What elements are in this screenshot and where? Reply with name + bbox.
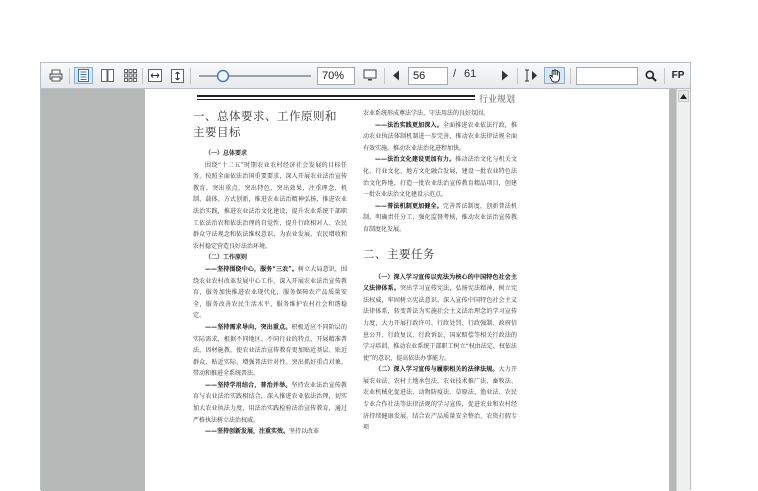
paragraph: 围绕“十二五”时期农业农村经济社会发展的目标任务，按照全面依法治国重要要求，深入开展农业法治宣传教育，突出重点，突出特色，突出效果，注重理念、机制、载体、方式创新，推进农业法治精神弘扬，推进农业法治实践，推进农业法治文化建设，提升农业系统干部职工依法治农和依法治理的自觉性，提升行政相对人、农民群众守法观念和依法维权意识，为农业发展、农民增收和农村稳定营造良好法治环境。 xyxy=(193,161,347,250)
zoom-input[interactable]: 70% xyxy=(317,67,355,85)
hand-icon xyxy=(548,69,562,83)
page-number-input[interactable]: 56 xyxy=(408,67,448,85)
paragraph-lead: ——坚持学用结合，普治并举。 xyxy=(205,381,292,389)
fit-width-icon xyxy=(148,69,162,82)
fit-width-button[interactable] xyxy=(146,67,164,84)
search-button[interactable] xyxy=(643,67,659,84)
text-cursor-icon xyxy=(523,69,539,82)
text-select-tool-button[interactable] xyxy=(521,67,541,84)
zoom-slider-thumb[interactable] xyxy=(218,70,229,81)
fp-logo-button[interactable]: FP xyxy=(671,70,685,81)
zoom-slider[interactable] xyxy=(197,67,313,84)
toolbar xyxy=(41,63,690,89)
paragraph: ——坚持围绕中心，服务“三农”。树立大局意识，围绕农业农村改革发展中心工作，深入开展农业法治宣传教育，服务加快推进农业现代化，服务保障农产品质量安全，服务改善农民生活水平，服务维护农村社会和谐稳定。 xyxy=(193,265,347,320)
paragraph-lead: （二）深入学习宣传与履职相关的法律法规。 xyxy=(375,366,499,374)
subheading-principles: （二）工作原则 xyxy=(205,254,248,262)
paragraph-lead: ——普法机制更加健全。 xyxy=(375,202,443,210)
paragraph: ——坚持学用结合，普治并举。坚持农业法治宣传教育与农业法治实践相结合，深入推进农业依法治理，切实加大农业执法力度，用法治实践检验法治宣传教育，通过严格执法树立法治权威。 xyxy=(193,381,347,424)
page-separator: / xyxy=(453,68,457,80)
triangle-up-icon xyxy=(680,94,687,99)
document-viewport[interactable] xyxy=(41,89,690,491)
thumbnail-view-button[interactable] xyxy=(121,67,139,84)
left-column xyxy=(193,108,347,438)
page-total: 61 xyxy=(464,68,477,80)
previous-page-button[interactable] xyxy=(389,67,403,84)
paragraph-lead: ——法治文化建设更加有力。 xyxy=(375,156,456,164)
paragraph-lead: ——坚持需求导向，突出重点。 xyxy=(205,323,292,331)
presentation-mode-button[interactable] xyxy=(361,67,379,84)
paragraph-lead: ——坚持围绕中心，服务“三农”。 xyxy=(205,265,299,273)
triangle-right-icon xyxy=(501,70,509,81)
print-button[interactable] xyxy=(47,67,65,84)
subheading-general-requirements: （一）总体要求 xyxy=(205,150,248,157)
print-icon xyxy=(49,69,63,82)
paragraph-lead: （一）深入学习宣传以宪法为核心的中国特色社会主义法律体系。 xyxy=(363,273,517,293)
vertical-scrollbar[interactable] xyxy=(676,89,690,491)
header-rule-thin xyxy=(197,99,475,100)
paragraph: ——坚持需求导向，突出重点。积极适应不同阶层的实际需求，根据不同地区、不同行业的特点，开展精准普法，因材施教，使农业法治宣传教育更加贴近基层、贴近群众、贴近实际，增强普法针对性。突出抓好重点对象，带动和推进全系统普法。 xyxy=(193,323,347,378)
paragraph-lead: ——坚持创新发展，注重实效。 xyxy=(205,428,290,436)
fit-height-icon xyxy=(171,69,184,83)
section-heading-2: 二、主要任务 xyxy=(363,246,435,261)
triangle-left-icon xyxy=(392,70,400,81)
pdf-viewer xyxy=(40,62,691,490)
zoom-slider-track xyxy=(197,69,313,83)
two-page-icon xyxy=(101,69,114,82)
paragraph: ——法治实践更加深入。全面推进农业依法行政，推动农业执法体制机制进一步完善，推动农业法律法规全面有效实施，推动农业法治化进程加快。 xyxy=(363,121,517,152)
search-icon xyxy=(645,70,657,82)
right-column xyxy=(363,108,517,434)
section-heading-1: 一、总体要求、工作原则和主要目标 xyxy=(193,109,337,139)
document-page xyxy=(145,89,669,491)
grid-icon xyxy=(124,69,137,82)
single-page-icon xyxy=(78,69,89,82)
next-page-button[interactable] xyxy=(498,67,512,84)
paragraph: 农业系统形成尊法学法、守法用法的良好氛围。 xyxy=(363,110,490,117)
paragraph: （二）深入学习宣传与履职相关的法律法规。大力开展农业法、农村土地承包法、农业技术推广法、畜牧法、农业机械化促进法、动物防疫法、草原法、渔业法、农民专业合作社法等法律法规的学习宣传，促进农业和农村经济持续健康发展。结合农产品质量安全整治、农资打假专项 xyxy=(363,366,517,432)
search-input[interactable] xyxy=(576,67,638,85)
paragraph: ——普法机制更加健全。完善普法制度，创新普法机制，明确责任分工，强化监督考核，推动农业法治宣传教育制度化发展。 xyxy=(363,202,517,233)
fit-height-button[interactable] xyxy=(168,67,186,84)
single-page-view-button[interactable] xyxy=(74,67,93,84)
monitor-icon xyxy=(363,69,377,82)
page-header-text: 行业规划 xyxy=(479,95,516,105)
scroll-up-button[interactable] xyxy=(678,90,689,102)
header-rule-thick xyxy=(197,95,475,97)
paragraph: ——法治文化建设更加有力。推动法治文化与机关文化、行业文化、地方文化融合发展，建设一批农业特色法治文化阵地，打造一批农业法治宣传教育精品项目，创建一批农业法治文化建设示范点。 xyxy=(363,156,517,199)
two-page-view-button[interactable] xyxy=(98,67,116,84)
paragraph: （一）深入学习宣传以宪法为核心的中国特色社会主义法律体系。突出学习宣传宪法，弘扬宪法精神，树立宪法权威，牢固树立宪法意识。深入宣传中国特色社会主义法律体系，转变普法为实施社会主义法治理念的学习宣传力度，大力开展行政许可、行政处罚、行政强制、政府信息公开、行政复议、行政诉讼、国家赔偿等相关行政法的学习培训，推动农业系统干部职工树立“权由法定、权依法使”的意识，提高依法办事能力。 xyxy=(363,273,517,362)
paragraph: ——坚持创新发展，注重实效。坚持以改革 xyxy=(205,428,320,436)
paragraph-lead: ——法治实践更加深入。 xyxy=(375,121,443,129)
hand-tool-button[interactable] xyxy=(544,67,565,84)
